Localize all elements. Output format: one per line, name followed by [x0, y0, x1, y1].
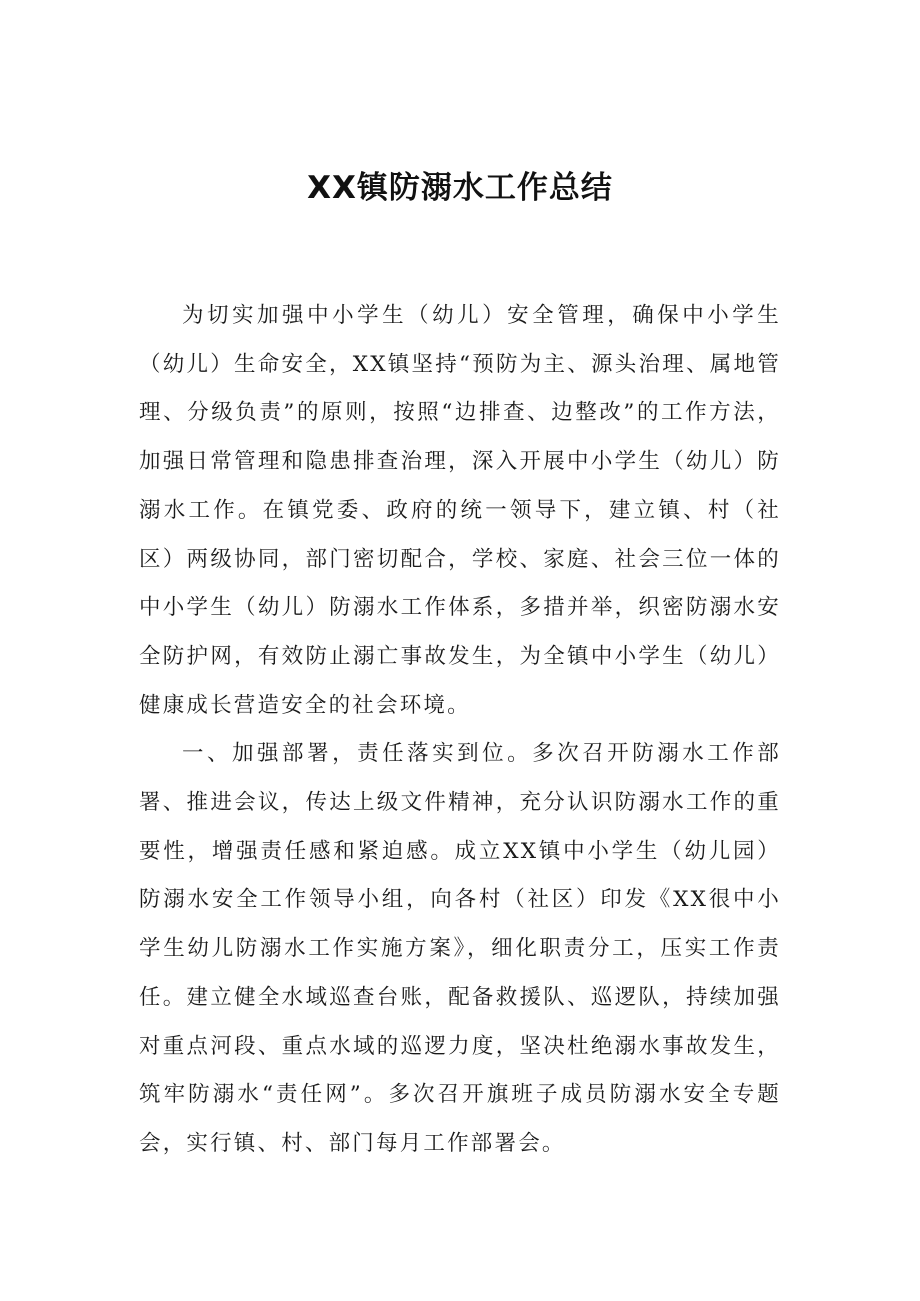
paragraph-section-1: 一、加强部署，责任落实到位。多次召开防溺水工作部署、推进会议，传达上级文件精神，充分认识防溺水工作的重要性，增强责任感和紧迫感。成立XX镇中小学生（幼儿园）防溺水安全工作领导小组，向各村（社区）印发《XX很中小学生幼儿防溺水工作实施方案》，细化职责分工，压实工作责任。建立健全水域巡查台账，配备救援队、巡逻队，持续加强对重点河段、重点水域的巡逻力度，坚决杜绝溺水事故发生，筑牢防溺水“责任网”。多次召开旗班子成员防溺水安全专题会，实行镇、村、部门每月工作部署会。 — [139, 741, 781, 1156]
paragraph-intro: 为切实加强中小学生（幼儿）安全管理，确保中小学生（幼儿）生命安全，XX镇坚持“预防为主、源头治理、属地管理、分级负责”的原则，按照“边排查、边整改”的工作方法，加强日常管理和隐患排查治理，深入开展中小学生（幼儿）防溺水工作。在镇党委、政府的统一领导下，建立镇、村（社区）两级协同，部门密切配合，学校、家庭、社会三位一体的中小学生（幼儿）防溺水工作体系，多措并举，织密防溺水安全防护网，有效防止溺亡事故发生，为全镇中小学生（幼儿）健康成长营造安全的社会环境。 — [139, 303, 781, 718]
document-body — [139, 292, 781, 1169]
document-title: XX镇防溺水工作总结 — [307, 170, 613, 206]
